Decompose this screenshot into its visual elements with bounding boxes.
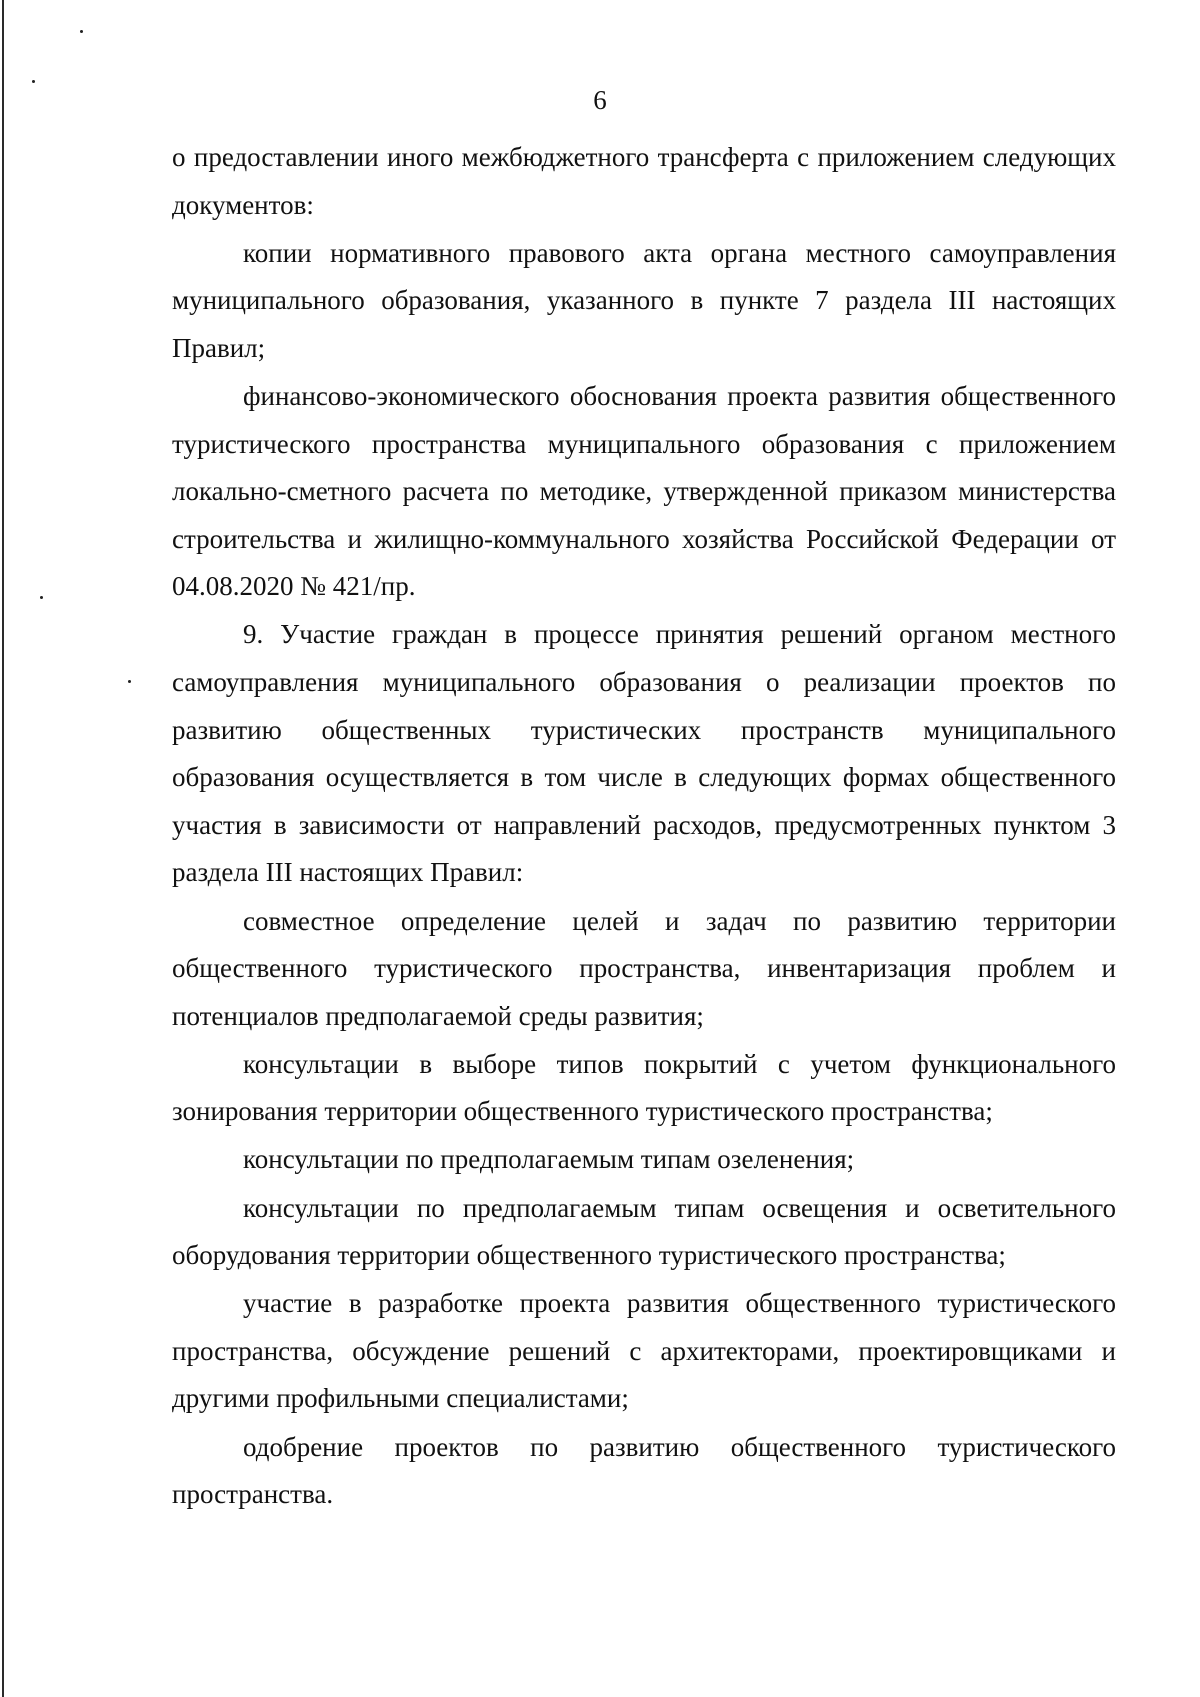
scan-edge-line — [2, 0, 4, 1697]
scan-speck — [80, 30, 83, 33]
paragraph: о предоставлении иного межбюджетного трансферта с приложением следующих документов: — [172, 142, 1116, 220]
scan-speck — [128, 680, 131, 683]
paragraph: консультации по предполагаемым типам освещения и осветительного оборудования территории общественного туристического пространства; — [172, 1192, 1116, 1271]
paragraph: 9. Участие граждан в процессе принятия решений органом местного самоуправления муниципального образования о реализации проектов по развитию общественных туристических пространств муниципального образования осуществляется в том числе в следующих формах общественного участия в зависимости от направлений расходов, предусмотренных пунктом 3 раздела III настоящих Правил: — [172, 619, 1116, 888]
scan-speck — [32, 80, 35, 83]
paragraph: копии нормативного правового акта органа местного самоуправления муниципального образования, указанного в пункте 7 раздела III настоящих Правил; — [172, 237, 1116, 363]
paragraph: консультации в выборе типов покрытий с учетом функционального зонирования территории общественного туристического пространства; — [172, 1048, 1116, 1127]
paragraph: одобрение проектов по развитию общественного туристического пространства. — [172, 1431, 1116, 1510]
document-body — [172, 134, 1116, 1519]
scan-speck — [40, 596, 43, 599]
paragraph: участие в разработке проекта развития общественного туристического пространства, обсуждение решений с архитекторами, проектировщиками и другими профильными специалистами; — [172, 1288, 1116, 1414]
paragraph: консультации по предполагаемым типам озеленения; — [243, 1144, 855, 1175]
page-number: 6 — [593, 85, 607, 115]
paragraph: совместное определение целей и задач по развитию территории общественного туристического пространства, инвентаризация проблем и потенциалов предполагаемой среды развития; — [172, 905, 1116, 1031]
paragraph: финансово-экономического обоснования проекта развития общественного туристического пространства муниципального образования с приложением локально-сметного расчета по методике, утвержденной приказом министерства строительства и жилищно-коммунального хозяйства Российской Федерации от 04.08.2020 № 421/пр. — [172, 380, 1116, 602]
